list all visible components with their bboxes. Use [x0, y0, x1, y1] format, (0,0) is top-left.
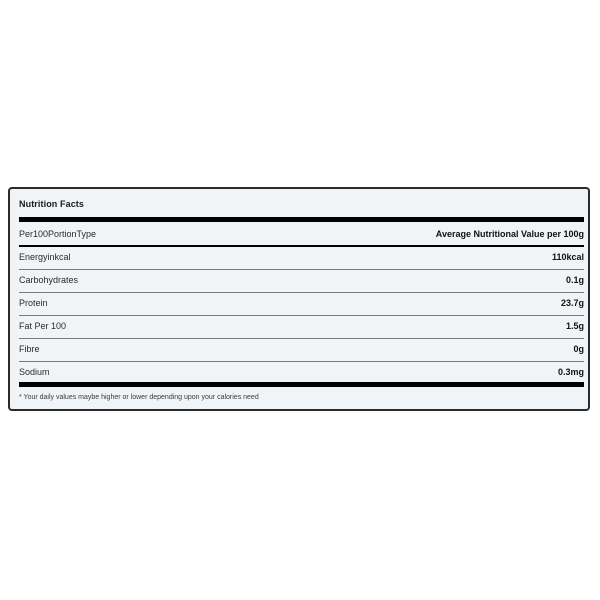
- nutrient-value: 23.7g: [560, 298, 584, 308]
- header-label: Per100PortionType: [19, 229, 97, 239]
- row-divider: [19, 338, 584, 339]
- nutrient-row-carbohydrates: [19, 274, 584, 286]
- nutrient-value: 0g: [573, 344, 584, 354]
- divider-header: [19, 245, 584, 247]
- nutrient-label: Energyinkcal: [19, 252, 71, 262]
- divider-thick-top: [19, 217, 584, 222]
- nutrient-label: Carbohydrates: [19, 275, 79, 285]
- nutrient-label: Fat Per 100: [19, 321, 67, 331]
- nutrient-value: 0.1g: [565, 275, 584, 285]
- row-divider: [19, 269, 584, 270]
- row-divider: [19, 361, 584, 362]
- nutrient-value: 110kcal: [551, 252, 584, 262]
- header-value: Average Nutritional Value per 100g: [435, 229, 584, 239]
- nutrition-facts-panel: [8, 187, 590, 411]
- nutrient-value: 0.3mg: [557, 367, 584, 377]
- row-divider: [19, 292, 584, 293]
- nutrient-row-protein: [19, 297, 584, 309]
- header-row: [19, 228, 584, 240]
- nutrient-label: Sodium: [19, 367, 50, 377]
- panel-title: Nutrition Facts: [19, 199, 85, 209]
- footnote: * Your daily values maybe higher or lower depending upon your calories need: [19, 394, 259, 401]
- nutrient-value: 1.5g: [565, 321, 584, 331]
- nutrient-label: Fibre: [19, 344, 40, 354]
- nutrient-label: Protein: [19, 298, 48, 308]
- nutrient-row-fibre: [19, 343, 584, 355]
- nutrient-row-fat: [19, 320, 584, 332]
- row-divider: [19, 315, 584, 316]
- nutrient-row-sodium: [19, 366, 584, 378]
- nutrient-row-energy: [19, 251, 584, 263]
- divider-thick-bottom: [19, 382, 584, 387]
